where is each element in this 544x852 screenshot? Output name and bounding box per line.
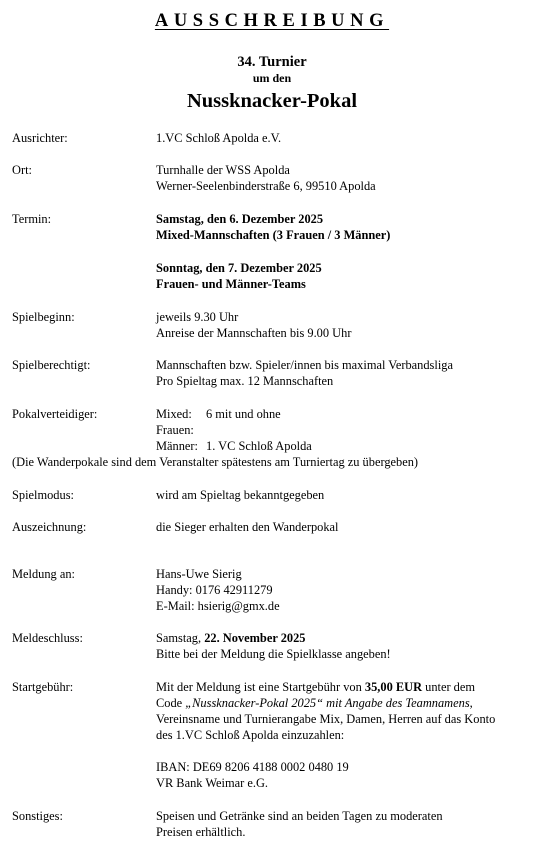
sonstiges-label: Sonstiges:: [12, 809, 63, 823]
startgebuehr-iban: IBAN: DE69 8206 4188 0002 0480 19: [156, 760, 349, 774]
startgebuehr-line-1: [156, 679, 495, 695]
pokal-mixed-row: [156, 406, 312, 422]
meldung-name: Hans-Uwe Sierig: [156, 567, 242, 581]
meldung-handy: Handy: 0176 42911279: [156, 583, 273, 597]
auszeichnung-label: Auszeichnung:: [12, 520, 87, 534]
pokal-note: (Die Wanderpokale sind dem Veranstalter spätestens am Turniertag zu übergeben): [12, 455, 419, 469]
ort-line-2: Werner-Seelenbinderstraße 6, 99510 Apolda: [156, 179, 376, 193]
meldung-value: [156, 566, 280, 614]
startgebuehr-line-4: des 1.VC Schloß Apolda einzuzahlen:: [156, 728, 345, 742]
meldung-label: Meldung an:: [12, 567, 75, 581]
sonstiges-line-1: Speisen und Getränke sind an beiden Tagen zu moderaten: [156, 809, 443, 823]
pokal-maenner-label: Männer:: [156, 439, 198, 453]
tournament-number: 34. Turnier: [237, 54, 307, 70]
startgebuehr-line-2: [156, 695, 495, 711]
termin-day-1: Samstag, den 6. Dezember 2025: [156, 212, 324, 226]
startgebuehr-bank-name: VR Bank Weimar e.G.: [156, 776, 268, 790]
ort-value: [156, 162, 376, 194]
startgebuehr-line-3: Vereinsname und Turnierangabe Mix, Damen, Herren auf das Konto: [156, 712, 496, 726]
spielmodus-value: wird am Spieltag bekanntgegeben: [156, 488, 325, 502]
startgebuehr-label: Startgebühr:: [12, 680, 74, 694]
sonstiges-value: [156, 808, 443, 840]
startgebuehr-value: [156, 679, 495, 743]
pokal-frauen-label: Frauen:: [156, 423, 194, 437]
termin-value: [156, 211, 390, 243]
startgebuehr-amount: 35,00 EUR: [364, 680, 423, 694]
ort-label: Ort:: [12, 163, 32, 177]
auszeichnung-value: die Sieger erhalten den Wanderpokal: [156, 520, 339, 534]
meldeschluss-value: [156, 630, 391, 662]
meldeschluss-date-row: [156, 630, 391, 646]
pokal-mixed-value: 6 mit und ohne: [206, 407, 281, 421]
startgebuehr-bank: [156, 759, 349, 791]
termin-label: Termin:: [12, 212, 52, 226]
cup-name: Nussknacker-Pokal: [186, 90, 358, 112]
meldeschluss-label: Meldeschluss:: [12, 631, 83, 645]
startgebuehr-code: „Nussknacker-Pokal 2025“ mit Angabe des Teamnamens,: [185, 696, 473, 710]
termin-value-2: [156, 260, 322, 292]
spielberechtigt-value: [156, 357, 453, 389]
pokal-maenner-value: 1. VC Schloß Apolda: [206, 439, 312, 453]
spielberechtigt-line-2: Pro Spieltag max. 12 Mannschaften: [156, 374, 334, 388]
pokalverteidiger-value: [156, 406, 312, 454]
startgebuehr-line-1-a: Mit der Meldung ist eine Startgebühr von: [156, 680, 365, 694]
pokal-maenner-row: [156, 438, 312, 454]
meldung-email: E-Mail: hsierig@gmx.de: [156, 599, 280, 613]
spielbeginn-line-2: Anreise der Mannschaften bis 9.00 Uhr: [156, 326, 352, 340]
termin-day-2-detail: Frauen- und Männer-Teams: [156, 277, 306, 291]
spielbeginn-line-1: jeweils 9.30 Uhr: [156, 310, 239, 324]
document-title: AUSSCHREIBUNG: [154, 11, 390, 31]
spielbeginn-label: Spielbeginn:: [12, 310, 75, 324]
ausrichter-label: Ausrichter:: [12, 131, 68, 145]
spielmodus-label: Spielmodus:: [12, 488, 74, 502]
meldeschluss-date: 22. November 2025: [204, 631, 306, 645]
ort-line-1: Turnhalle der WSS Apolda: [156, 163, 290, 177]
pokal-frauen-row: [156, 422, 312, 438]
termin-day-2: Sonntag, den 7. Dezember 2025: [156, 261, 322, 275]
termin-day-1-detail: Mixed-Mannschaften (3 Frauen / 3 Männer): [156, 228, 391, 242]
spielberechtigt-line-1: Mannschaften bzw. Spieler/innen bis maximal Verbandsliga: [156, 358, 453, 372]
startgebuehr-line-2-a: Code: [156, 696, 186, 710]
meldeschluss-note: Bitte bei der Meldung die Spielklasse angeben!: [156, 647, 391, 661]
pokalverteidiger-label: Pokalverteidiger:: [12, 407, 98, 421]
pokal-mixed-label: Mixed:: [156, 407, 192, 421]
meldeschluss-prefix: Samstag,: [156, 631, 205, 645]
spielbeginn-value: [156, 309, 351, 341]
sonstiges-line-2: Preisen erhältlich.: [156, 825, 246, 839]
um-den-text: um den: [252, 71, 292, 85]
startgebuehr-line-1-b: unter dem: [422, 680, 476, 694]
spielberechtigt-label: Spielberechtigt:: [12, 358, 91, 372]
ausrichter-value: 1.VC Schloß Apolda e.V.: [156, 131, 282, 145]
